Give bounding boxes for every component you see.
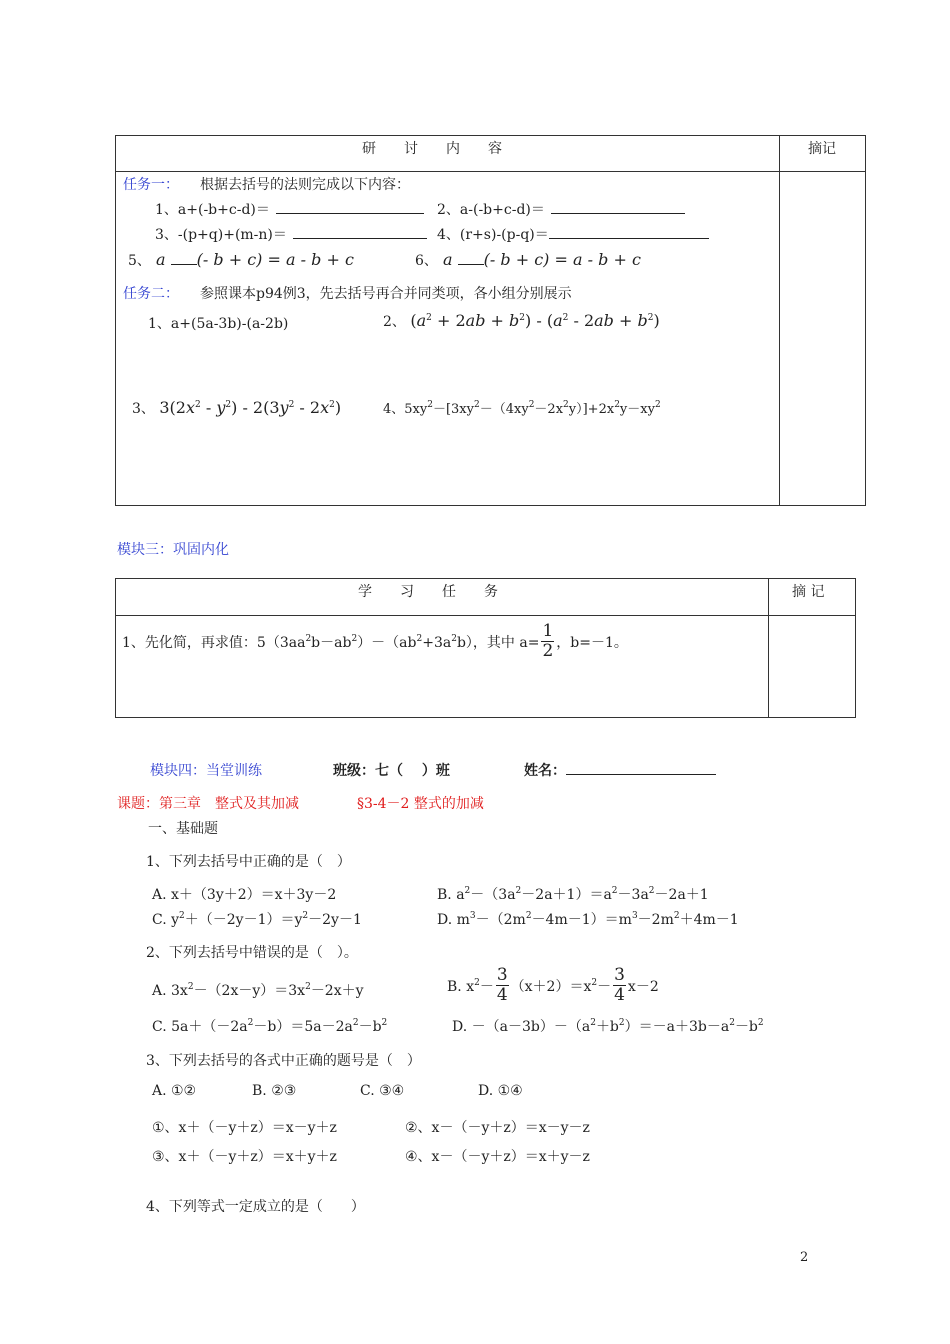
task1-label: 任务一：: [123, 177, 179, 193]
task2-question-3: 3、 $3(2x^2 - y^2) - 2(3y^2 - 2x^2)$: [132, 398, 342, 417]
lesson-title: 课题：第三章 整式及其加减: [117, 796, 299, 812]
question-5: 5、 a (- b + c) = a - b + c: [128, 250, 354, 269]
exercise-4: 4、下列等式一定成立的是（ ）: [146, 1199, 365, 1215]
module4-title: 模块四：当堂训练: [150, 763, 262, 779]
exercise-3-option-b: B. ②③: [252, 1083, 297, 1099]
exercise-3-option-c: C. ③④: [360, 1083, 405, 1099]
question-1-text: 1、a+(-b+c-d)＝: [155, 202, 270, 218]
question-3-text: 3、-(p+q)+(m-n)＝: [155, 227, 287, 243]
exercise-1-option-c: C. $y^2+(-2y-1)=y^2-2y-1$: [152, 911, 362, 928]
fraction: $\frac{3}{4}$: [614, 965, 625, 1005]
table-header: 研 讨 内 容: [362, 141, 502, 157]
exercise-2: 2、下列去括号中错误的是（ ）。: [146, 945, 358, 961]
exercise-3-option-a: A. ①②: [152, 1083, 197, 1099]
name-field: 姓名：: [524, 760, 716, 780]
question-1: [155, 199, 424, 219]
task2-question-1: 1、a+(5a-3b)-(a-2b): [148, 316, 289, 332]
exercise-2-option-b: B. $x^2-$ $\frac{3}{4}$ $(x+2)=x^2-$ $\frac{3}{4}$ x－2: [447, 965, 659, 1005]
notes-header: 摘 记: [792, 584, 825, 600]
module3-title: 模块三：巩固内化: [117, 542, 229, 558]
notes-header: 摘记: [808, 141, 836, 157]
table-header: 学 习 任 务: [358, 584, 498, 600]
fraction: $\frac{1}{2}$: [542, 621, 554, 661]
exercise-3-statement-3: ③、x＋（－y＋z）＝x＋y＋z: [152, 1149, 337, 1165]
task2-label: 任务二：: [123, 286, 179, 302]
question-4-text: 4、(r+s)-(p-q)＝: [437, 227, 549, 243]
task1-text: 根据去括号的法则完成以下内容：: [200, 177, 410, 193]
exercise-3-statement-4: ④、x－（－y＋z）＝x＋y－z: [405, 1149, 590, 1165]
question-2: [437, 199, 685, 219]
question-3: [155, 224, 427, 244]
question-6: 6、 a (- b + c) = a - b + c: [415, 250, 641, 269]
lesson-section: §3-4－2 整式的加减: [357, 796, 484, 812]
question-6-prefix: 6、: [415, 253, 438, 269]
task2-question-2: 2、 $(a^2 + 2ab + b^2) - (a^2 - 2ab + b^2)$: [383, 311, 660, 330]
exercise-1: 1、下列去括号中正确的是（ ）: [146, 854, 351, 870]
exercise-3-statement-2: ②、x－（－y＋z）＝x－y－z: [405, 1120, 590, 1136]
task2-text: 参照课本p94例3，先去括号再合并同类项，各小组分别展示: [200, 286, 572, 302]
class-label: 班级：七（ ）班: [333, 763, 450, 779]
table-divider: [115, 171, 866, 172]
exercise-2-option-c: C. $5a+(-2a^2-b)=5a-2a^2-b^2$: [152, 1018, 388, 1035]
module3-question-1: 1、先化简，再求值：5（3a $a^2b-ab^2)-(ab^2+3a^2b)$，其中 a= $\frac{1}{2}$ ，b=－1。: [122, 621, 628, 661]
question-2-text: 2、a-(-b+c-d)＝: [437, 202, 545, 218]
exercise-2-option-d: D. $-(a-3b)-(a^2+b^2)=-a+3b-a^2-b^2$: [452, 1018, 764, 1035]
question-4: [437, 224, 709, 244]
task2-question-4: 4、$5xy^2-[3xy^2-(4xy^2-2x^2y)]+2x^2y-xy^2$: [383, 400, 661, 417]
page-number: 2: [800, 1250, 809, 1265]
exercise-3: 3、下列去括号的各式中正确的题号是（ ）: [146, 1053, 421, 1069]
exercise-1-option-d: D. $m^3-(2m^2-4m-1)=m^3-2m^2+4m-1$: [437, 911, 739, 928]
exercise-3-option-d: D. ①④: [478, 1083, 523, 1099]
question-5-prefix: 5、: [128, 253, 151, 269]
exercise-2-option-a: A. $3x^2-(2x-y)=3x^2-2x+y$: [152, 982, 364, 999]
table-divider: [115, 615, 856, 616]
table-divider: [768, 578, 769, 718]
exercise-1-option-a: A. x＋（3y＋2）＝x＋3y－2: [152, 887, 337, 903]
fraction: $\frac{3}{4}$: [496, 965, 508, 1005]
exercise-3-statement-1: ①、x＋（－y＋z）＝x－y＋z: [152, 1120, 337, 1136]
table-divider: [779, 135, 780, 506]
exercise-1-option-b: B. $a^2-(3a^2-2a+1)=a^2-3a^2-2a+1$: [437, 886, 709, 903]
part-heading: 一、基础题: [148, 821, 218, 837]
